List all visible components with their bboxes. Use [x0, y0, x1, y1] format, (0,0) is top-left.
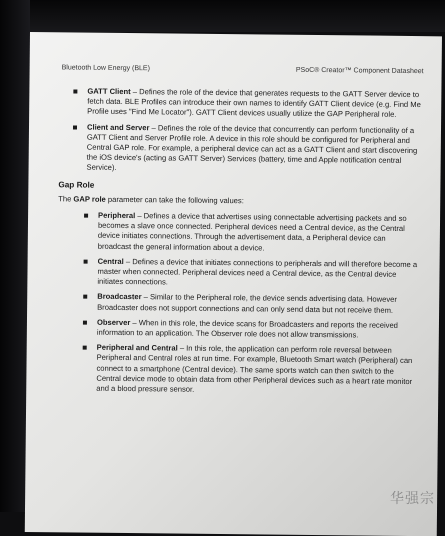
bullet-marker — [84, 259, 88, 263]
intro-term: GAP role — [73, 194, 106, 204]
bullet-term: Peripheral — [98, 210, 136, 221]
bullet-text: – Defines the role of the device that concurrently can perform functionality of a GATT Client and Server Profile role. A device in this role should be configured for Peripheral and Central GAP role. For example, a peripheral device can act as a GATT Client and start discovering the iOS device's (acting as GATT Server) Services (battery, time and Apple notification central Service). — [86, 122, 418, 173]
section-title-gap-role: Gap Role — [58, 179, 95, 190]
bullet-term: GATT Client — [87, 86, 131, 97]
bullet-client-and-server — [73, 122, 422, 177]
page-content — [58, 86, 421, 402]
bullet-gatt-client — [73, 86, 421, 120]
list-item-observer — [83, 317, 419, 341]
datasheet-page — [25, 32, 442, 536]
bullet-text: – Defines a device that advertises using connectable advertising packets and so becomes a slave once connected. Peripheral devices need a Central device, as the Central device initiates connections. Through the advertisement data, a Peripheral device can broadcast the general information about a device. — [97, 211, 407, 253]
bullet-term: Peripheral and Central — [96, 342, 178, 353]
intro-pre: The — [58, 194, 74, 204]
bullet-marker — [83, 320, 87, 324]
bullet-text: – When in this role, the device scans for Broadcasters and reports the received information to an application. The Observer role does not allow transmissions. — [96, 317, 398, 340]
bullet-term: Central — [97, 256, 124, 266]
bullet-term: Client and Server — [86, 122, 150, 132]
bullet-text: – In this role, the application can perform role reversal between Peripheral and Central roles at run time. For example, Bluetooth Smart watch (Peripheral) can connect to a smartphone (Central device). The same sports watch can then switch to the Central device mode to obtain data from other Peripheral devices such as a heart rate monitor and a blood pressure sensor. — [96, 343, 413, 394]
bullet-text: – Similar to the Peripheral role, the device sends advertising data. However Broadcaster does not support connections and can only send data but not receive them. — [97, 292, 397, 315]
gap-role-list — [82, 211, 420, 398]
list-item-peripheral-and-central — [82, 343, 419, 398]
bullet-term: Broadcaster — [97, 292, 142, 302]
bullet-marker — [73, 125, 77, 129]
list-item-broadcaster — [83, 292, 419, 316]
bullet-marker — [83, 295, 87, 299]
bullet-text: – Defines a device that initiates connections to peripherals and will therefore become a master when connected. Peripheral devices need a Central device, as the Central device initiates connections. — [97, 256, 418, 287]
bullet-marker — [84, 214, 88, 218]
intro-post: parameter can take the following values: — [105, 194, 244, 206]
bullet-text: – Defines the role of the device that generates requests to the GATT Server device to fetch data. BLE Profiles can introduce their own names to identify GATT Client device (e.g. Find Me Profile uses "Find Me Locator"). GATT Client devices usually utilize the GAP Peripheral role. — [87, 87, 421, 120]
bullet-marker — [73, 89, 77, 93]
list-item-central — [83, 256, 419, 290]
bullet-term: Observer — [96, 317, 131, 327]
page-header — [61, 64, 424, 76]
list-item-peripheral — [84, 211, 420, 255]
watermark-logo: 华强宗 — [390, 491, 435, 507]
background-top — [0, 0, 445, 32]
header-right-text: PSoC® Creator™ Component Datasheet — [295, 66, 424, 76]
bullet-marker — [83, 346, 87, 350]
section-intro — [58, 194, 420, 208]
header-left-text: Bluetooth Low Energy (BLE) — [61, 64, 150, 73]
